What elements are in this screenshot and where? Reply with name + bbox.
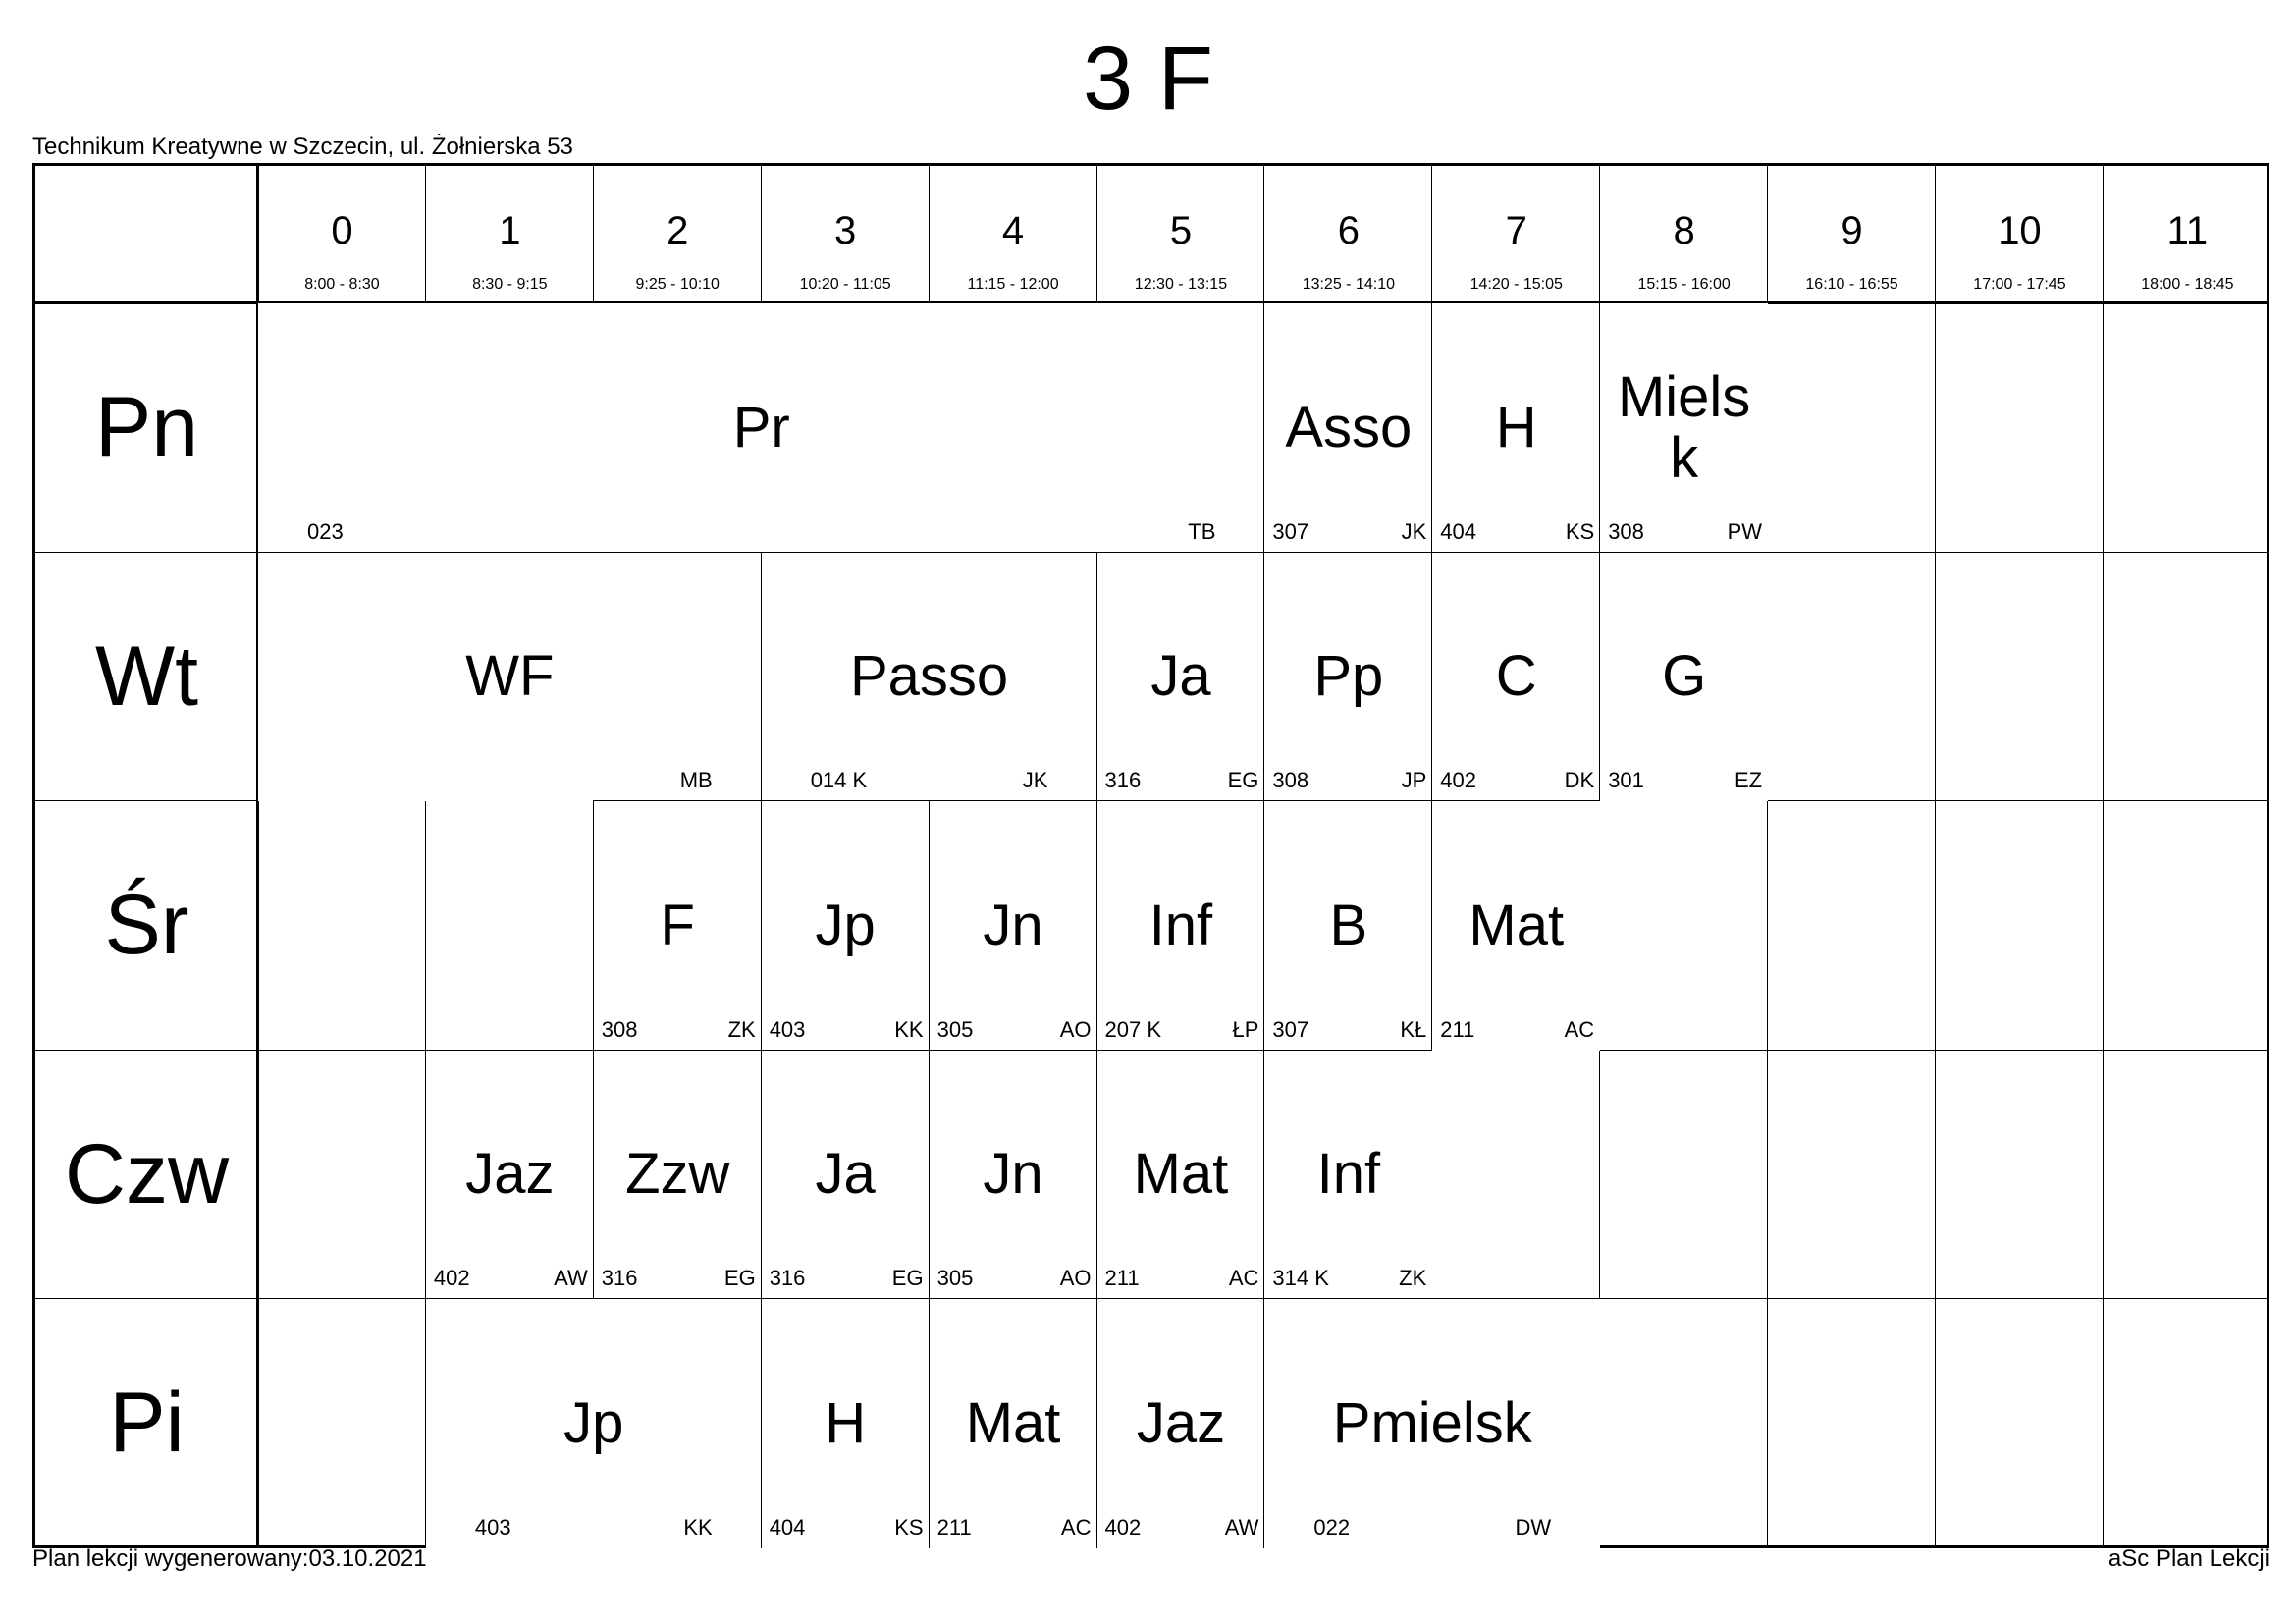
period-header <box>1264 166 1432 303</box>
period-header <box>2104 166 2271 303</box>
period-time: 16:10 - 16:55 <box>1805 276 1898 293</box>
timetable-grid <box>32 163 2269 1548</box>
lesson-room: 316 <box>1104 768 1142 792</box>
lesson-teacher: MB <box>679 768 713 792</box>
lesson-room: 022 <box>1313 1514 1351 1540</box>
lesson-subject: B <box>1329 893 1368 957</box>
lesson-subject: Jp <box>815 893 876 957</box>
lesson-teacher: JK <box>1022 768 1048 792</box>
day-label: Czw <box>64 1126 230 1221</box>
lesson-subject: Ja <box>1150 644 1211 708</box>
lesson-cell[interactable] <box>929 800 1097 1051</box>
lesson-cell[interactable] <box>1096 552 1265 802</box>
lesson-cell[interactable] <box>1431 800 1600 1051</box>
lesson-room: 207 K <box>1104 1016 1161 1042</box>
period-time: 15:15 - 16:00 <box>1637 276 1731 293</box>
lesson-teacher: JK <box>1401 518 1427 544</box>
day-label: Pn <box>94 380 199 474</box>
lesson-room: 307 <box>1272 518 1309 544</box>
lesson-teacher: AC <box>1228 1266 1259 1290</box>
lesson-teacher: KK <box>894 1016 924 1042</box>
period-number: 8 <box>1673 209 1695 252</box>
period-header <box>1768 166 1936 303</box>
lesson-teacher: KK <box>683 1514 713 1540</box>
lesson-room: 014 K <box>810 768 868 792</box>
lesson-teacher: EG <box>723 1266 756 1290</box>
day-label: Śr <box>104 878 189 972</box>
lesson-room: 308 <box>601 1016 638 1042</box>
lesson-cell[interactable] <box>425 1298 762 1548</box>
lesson-teacher: KS <box>1565 518 1595 544</box>
lesson-cell[interactable] <box>1096 1050 1265 1300</box>
lesson-cell[interactable] <box>1263 1050 1432 1300</box>
lesson-cell[interactable] <box>1431 302 1600 553</box>
lesson-subject: Ja <box>815 1142 876 1206</box>
lesson-teacher: ŁP <box>1232 1016 1259 1042</box>
lesson-room: 404 <box>1440 518 1477 544</box>
lesson-room: 404 <box>769 1514 806 1540</box>
period-time: 13:25 - 14:10 <box>1302 276 1395 293</box>
lesson-room: 307 <box>1272 1016 1309 1042</box>
lesson-cell[interactable] <box>761 552 1097 802</box>
lesson-room: 301 <box>1608 768 1644 792</box>
lesson-teacher: KS <box>894 1514 924 1540</box>
period-number: 6 <box>1337 209 1360 252</box>
lesson-subject: Mat <box>965 1390 1061 1455</box>
lesson-subject: WF <box>465 644 555 708</box>
period-header <box>1936 166 2104 303</box>
lesson-room: 316 <box>769 1266 806 1290</box>
lesson-teacher: EG <box>1227 768 1259 792</box>
lesson-teacher: ZK <box>1399 1266 1427 1290</box>
lesson-cell[interactable] <box>425 1050 594 1300</box>
school-name: Technikum Kreatywne w Szczecin, ul. Żołnierska 53 <box>32 134 573 160</box>
lesson-teacher: ZK <box>727 1016 756 1042</box>
lesson-teacher: PW <box>1727 518 1763 544</box>
lesson-subject: Jp <box>563 1390 624 1455</box>
period-number: 1 <box>499 209 521 252</box>
lesson-teacher: AC <box>1564 1016 1595 1042</box>
period-time: 14:20 - 15:05 <box>1469 276 1563 293</box>
lesson-subject: H <box>825 1390 867 1455</box>
period-time: 18:00 - 18:45 <box>2141 276 2234 293</box>
lesson-subject: Jaz <box>465 1142 555 1206</box>
period-number: 0 <box>331 209 353 252</box>
lesson-teacher: TB <box>1188 518 1216 544</box>
lesson-room: 402 <box>1440 768 1477 792</box>
period-time: 11:15 - 12:00 <box>967 276 1059 293</box>
period-header <box>1097 166 1265 303</box>
lesson-teacher: DW <box>1515 1514 1552 1540</box>
lesson-subject: Zzw <box>625 1142 730 1206</box>
lesson-room: 023 <box>307 518 344 544</box>
lesson-cell[interactable] <box>593 800 762 1051</box>
lesson-subject: Jn <box>983 1142 1043 1206</box>
period-time: 9:25 - 10:10 <box>635 276 720 293</box>
period-number: 4 <box>1001 209 1025 252</box>
lesson-teacher: EZ <box>1734 768 1763 792</box>
period-number: 11 <box>2166 209 2209 252</box>
lesson-subject: Mat <box>1133 1142 1229 1206</box>
lesson-subject: Inf <box>1316 1142 1381 1206</box>
lesson-cell[interactable] <box>761 800 930 1051</box>
period-header <box>1432 166 1600 303</box>
period-time: 10:20 - 11:05 <box>799 276 891 293</box>
lesson-room: 402 <box>1104 1514 1142 1540</box>
lesson-subject: Jaz <box>1136 1390 1226 1455</box>
lesson-room: 314 K <box>1272 1266 1329 1290</box>
lesson-cell[interactable] <box>1096 1298 1265 1548</box>
lesson-teacher: DK <box>1564 768 1595 792</box>
lesson-cell[interactable] <box>1263 1298 1600 1548</box>
period-number: 9 <box>1841 209 1863 252</box>
day-label: Wt <box>94 628 199 724</box>
period-number: 5 <box>1169 209 1193 252</box>
lesson-subject: G <box>1662 644 1707 708</box>
lesson-subject: Pp <box>1313 644 1384 708</box>
lesson-teacher: AO <box>1059 1016 1092 1042</box>
period-header <box>1600 166 1768 303</box>
lesson-room: 305 <box>936 1266 974 1290</box>
lesson-subject: Pr <box>732 395 790 460</box>
period-time: 8:00 - 8:30 <box>304 276 380 293</box>
grid-vertical-line <box>1935 166 1936 1545</box>
period-header <box>762 166 930 303</box>
page-title: 3 F <box>1083 28 1213 129</box>
lesson-teacher: AC <box>1060 1514 1092 1540</box>
lesson-subject: Mat <box>1468 893 1565 957</box>
period-number: 2 <box>667 209 689 252</box>
lesson-teacher: AO <box>1059 1266 1092 1290</box>
lesson-cell[interactable] <box>593 1050 762 1300</box>
generated-date: Plan lekcji wygenerowany:03.10.2021 <box>32 1545 427 1572</box>
lesson-room: 402 <box>433 1266 470 1290</box>
lesson-cell[interactable] <box>1263 552 1432 802</box>
lesson-cell[interactable] <box>1599 302 1768 553</box>
lesson-teacher: AW <box>554 1266 588 1290</box>
lesson-cell[interactable] <box>1263 800 1432 1051</box>
lesson-subject: Jn <box>983 893 1043 957</box>
lesson-teacher: EG <box>891 1266 924 1290</box>
lesson-room: 211 <box>1440 1016 1475 1042</box>
lesson-room: 403 <box>474 1514 511 1540</box>
period-time: 17:00 - 17:45 <box>1973 276 2066 293</box>
grid-vertical-line <box>2103 166 2104 1545</box>
lesson-subject: Asso <box>1285 395 1413 460</box>
lesson-cell[interactable] <box>1599 552 1768 802</box>
lesson-room: 211 <box>1104 1266 1140 1290</box>
lesson-cell[interactable] <box>257 302 1264 553</box>
lesson-teacher: AW <box>1224 1514 1259 1540</box>
lesson-subject: Pmielsk <box>1332 1390 1532 1455</box>
period-number: 3 <box>834 209 857 252</box>
period-time: 8:30 - 9:15 <box>472 276 548 293</box>
lesson-teacher: KŁ <box>1400 1016 1427 1042</box>
lesson-subject: Mielsk <box>1617 364 1751 490</box>
lesson-room: 316 <box>601 1266 638 1290</box>
lesson-cell[interactable] <box>257 552 762 802</box>
lesson-cell[interactable] <box>1263 302 1432 553</box>
lesson-cell[interactable] <box>761 1050 930 1300</box>
period-number: 10 <box>1998 209 2042 252</box>
period-header <box>594 166 762 303</box>
lesson-cell[interactable] <box>929 1298 1097 1548</box>
period-header <box>930 166 1097 303</box>
lesson-cell[interactable] <box>761 1298 930 1548</box>
lesson-room: 403 <box>769 1016 806 1042</box>
lesson-subject: Inf <box>1148 893 1213 957</box>
day-label: Pi <box>109 1376 185 1470</box>
lesson-room: 308 <box>1272 768 1309 792</box>
lesson-room: 211 <box>936 1514 972 1540</box>
period-number: 7 <box>1505 209 1527 252</box>
lesson-subject: C <box>1495 644 1537 708</box>
period-time: 12:30 - 13:15 <box>1134 276 1228 293</box>
lesson-room: 305 <box>936 1016 974 1042</box>
period-header <box>258 166 426 303</box>
lesson-cell[interactable] <box>929 1050 1097 1300</box>
lesson-subject: H <box>1495 395 1537 460</box>
period-header <box>426 166 594 303</box>
lesson-room: 308 <box>1608 518 1644 544</box>
lesson-cell[interactable] <box>1431 552 1600 802</box>
lesson-teacher: JP <box>1401 768 1427 792</box>
lesson-cell[interactable] <box>1096 800 1265 1051</box>
lesson-subject: F <box>660 893 695 957</box>
software-credit: aSc Plan Lekcji <box>2108 1545 2269 1572</box>
lesson-subject: Passo <box>849 644 1009 708</box>
